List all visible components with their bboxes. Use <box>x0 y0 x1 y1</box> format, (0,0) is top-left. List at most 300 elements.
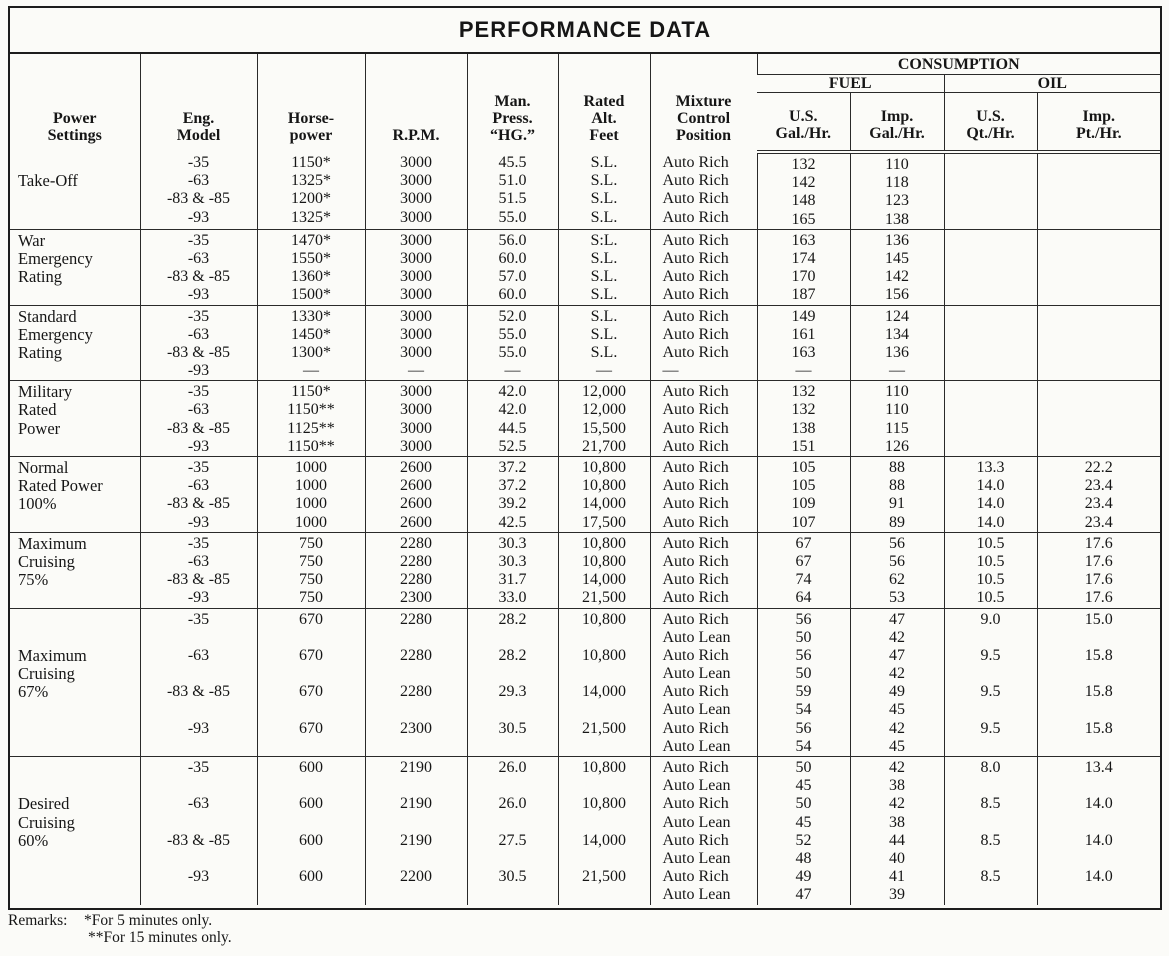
table-row <box>10 532 1160 608</box>
header-line: Settings <box>47 127 102 144</box>
cell-value: Auto Rich <box>662 477 729 495</box>
cell-value: 12,000 <box>582 383 626 401</box>
cell-value <box>945 383 1037 401</box>
mixture-cell <box>650 229 757 305</box>
cell-value: 47 <box>889 610 905 628</box>
cell-value: 21,700 <box>582 437 626 455</box>
cell-value: 10,800 <box>582 534 626 552</box>
cell-value: 23.4 <box>1084 513 1113 531</box>
cell-value: 55.0 <box>498 325 527 343</box>
cell-value: 136 <box>885 343 909 361</box>
cell-value: 15,500 <box>582 419 626 437</box>
cell-value: 156 <box>885 286 909 304</box>
cell-value: 750 <box>299 589 323 607</box>
eng-model-cell <box>140 305 257 381</box>
cell-value: 132 <box>791 401 816 419</box>
table-row <box>10 757 1160 905</box>
cell-value: 37.2 <box>498 459 527 476</box>
cell-value: 105 <box>791 459 816 476</box>
cell-value: 39 <box>889 886 905 904</box>
cell-value: Auto Rich <box>662 231 729 249</box>
cell-value: 47 <box>795 886 812 904</box>
cell-value: 9.5 <box>980 646 1001 664</box>
cell-value: Auto Rich <box>662 589 729 607</box>
cell-value: 10,800 <box>582 795 626 813</box>
cell-value: 142 <box>791 174 816 192</box>
power-setting-label: Rated Power <box>18 476 103 496</box>
power-setting-label: 67% <box>18 682 49 702</box>
header-oil: OIL <box>944 75 1160 93</box>
horsepower-cell <box>257 608 365 757</box>
cell-value: Auto Rich <box>662 307 729 325</box>
oil-us-cell <box>944 457 1037 533</box>
oil-imp-cell <box>1037 152 1160 229</box>
cell-value: 55.0 <box>498 208 527 226</box>
header-line: Model <box>176 127 221 144</box>
cell-value: Auto Rich <box>662 719 729 737</box>
cell-value: 670 <box>299 610 323 628</box>
cell-value: 126 <box>885 437 909 455</box>
cell-value: Auto Rich <box>662 419 729 437</box>
remark-5-minutes: *For 5 minutes only. <box>84 912 213 929</box>
spacer <box>945 886 1037 904</box>
rated-alt-cell <box>558 152 650 229</box>
cell-value: 163 <box>791 231 816 249</box>
cell-value: 51.0 <box>498 172 527 190</box>
table-row <box>10 457 1160 533</box>
spacer <box>258 629 365 647</box>
cell-value: 14.0 <box>1084 831 1113 849</box>
spacer <box>945 850 1037 868</box>
cell-value: Auto Rich <box>662 552 729 570</box>
spacer <box>1038 814 1161 832</box>
cell-value: -93 <box>187 513 210 531</box>
cell-value: 2280 <box>400 610 432 628</box>
cell-value: 14.0 <box>976 513 1005 531</box>
cell-value: 132 <box>791 156 816 173</box>
horsepower-cell <box>257 532 365 608</box>
header-line: Gal./Hr. <box>775 125 831 142</box>
cell-value: 9.0 <box>980 610 1001 628</box>
cell-value: 8.5 <box>980 868 1001 886</box>
spacer <box>559 701 650 719</box>
man-press-cell <box>467 532 558 608</box>
cell-value: Auto Rich <box>662 831 729 849</box>
header-line: Position <box>675 127 732 144</box>
cell-value: 1125** <box>287 419 335 437</box>
cell-value: Auto Rich <box>662 249 729 267</box>
cell-value: 2190 <box>400 759 432 776</box>
cell-value: 10,800 <box>582 610 626 628</box>
power-setting-cell <box>10 457 140 533</box>
cell-value: 14,000 <box>582 495 626 513</box>
cell-value: S.L. <box>590 268 618 286</box>
spacer <box>141 665 257 683</box>
header-horsepower <box>257 54 365 152</box>
cell-value: 56 <box>795 646 812 664</box>
mixture-cell <box>650 608 757 757</box>
power-setting-label: Maximum <box>18 533 87 553</box>
cell-value <box>1038 401 1161 419</box>
cell-value: 15.8 <box>1084 683 1113 701</box>
header-fuel-us <box>757 93 850 153</box>
mixture-cell <box>650 305 757 381</box>
cell-value: 161 <box>791 325 816 343</box>
cell-value: 110 <box>885 383 909 401</box>
cell-value: 3000 <box>400 383 432 401</box>
cell-value: 12,000 <box>582 401 626 419</box>
header-rated-alt <box>558 54 650 152</box>
cell-value: 3000 <box>400 343 432 361</box>
oil-imp-cell <box>1037 757 1160 905</box>
cell-value: 88 <box>889 477 905 495</box>
cell-value: 3000 <box>400 419 432 437</box>
spacer <box>1038 777 1161 795</box>
rpm-cell <box>365 152 467 229</box>
cell-value: 105 <box>791 477 816 495</box>
cell-value: 1150* <box>291 154 331 171</box>
cell-value: 50 <box>795 665 812 683</box>
cell-value: 2600 <box>400 459 432 476</box>
cell-value: 53 <box>889 589 905 607</box>
cell-value: -63 <box>187 325 210 343</box>
cell-value: 49 <box>795 868 812 886</box>
spacer <box>945 738 1037 756</box>
spacer <box>945 629 1037 647</box>
eng-model-cell <box>140 457 257 533</box>
oil-imp-cell <box>1037 229 1160 305</box>
cell-value: 21,500 <box>582 719 626 737</box>
cell-value: -83 & -85 <box>166 190 231 208</box>
cell-value: 56 <box>889 552 905 570</box>
spacer <box>468 850 558 868</box>
power-setting-cell <box>10 608 140 757</box>
cell-value: 48 <box>795 849 812 867</box>
power-setting-label: Take-Off <box>18 171 78 191</box>
cell-value: 600 <box>299 759 323 776</box>
spacer <box>559 886 650 904</box>
oil-imp-cell <box>1037 532 1160 608</box>
cell-value: Auto Rich <box>662 571 729 589</box>
fuel-us-cell <box>757 305 850 381</box>
cell-value <box>945 438 1037 456</box>
cell-value: 26.0 <box>498 795 527 813</box>
cell-value <box>1038 211 1161 229</box>
rated-alt-cell <box>558 457 650 533</box>
header-line: Rated <box>583 93 625 110</box>
cell-value: 14,000 <box>582 831 626 849</box>
fuel-us-cell <box>757 152 850 229</box>
header-line: power <box>289 127 333 144</box>
cell-value: 30.3 <box>498 534 527 552</box>
horsepower-cell <box>257 229 365 305</box>
cell-value: 54 <box>795 701 812 719</box>
cell-value: 1500* <box>291 286 331 304</box>
cell-value: 28.2 <box>498 610 527 628</box>
spacer <box>1038 629 1161 647</box>
spacer <box>141 629 257 647</box>
cell-value: 22.2 <box>1084 459 1113 476</box>
power-setting-label: Cruising <box>18 664 75 684</box>
eng-model-cell <box>140 757 257 905</box>
power-setting-label: Emergency <box>18 324 93 344</box>
cell-value: 38 <box>889 777 905 795</box>
cell-value <box>945 326 1037 344</box>
power-setting-cell <box>10 305 140 381</box>
spacer <box>366 665 467 683</box>
power-setting-label: Emergency <box>18 248 93 268</box>
table-row <box>10 229 1160 305</box>
cell-value: Auto Rich <box>662 325 729 343</box>
fuel-imp-cell <box>850 457 944 533</box>
cell-value: 10,800 <box>582 646 626 664</box>
cell-value: Auto Lean <box>662 737 731 755</box>
spacer <box>258 777 365 795</box>
cell-value: 123 <box>885 192 909 210</box>
power-setting-cell <box>10 381 140 457</box>
cell-value <box>945 344 1037 362</box>
cell-value: 10,800 <box>582 459 626 476</box>
header-line: Qt./Hr. <box>966 125 1015 142</box>
cell-value: -83 & -85 <box>166 495 231 513</box>
rpm-cell <box>365 229 467 305</box>
cell-value: 1450* <box>291 325 331 343</box>
cell-value: -35 <box>187 534 210 552</box>
cell-value: 67 <box>795 534 812 552</box>
cell-value: -35 <box>187 154 210 171</box>
cell-value: -35 <box>187 459 210 476</box>
cell-value: 45 <box>795 813 812 831</box>
cell-value: S:L. <box>590 231 618 249</box>
cell-value <box>1038 362 1161 380</box>
man-press-cell <box>467 381 558 457</box>
cell-value: Auto Lean <box>662 849 731 867</box>
cell-value: 132 <box>791 383 816 401</box>
horsepower-cell <box>257 152 365 229</box>
cell-value: -93 <box>187 437 210 455</box>
cell-value: 42 <box>889 719 905 737</box>
cell-value: 67 <box>795 552 812 570</box>
remarks <box>8 912 232 946</box>
oil-imp-cell <box>1037 608 1160 757</box>
cell-value: 44 <box>889 831 905 849</box>
mixture-cell <box>650 457 757 533</box>
power-setting-label: 60% <box>18 830 49 850</box>
cell-value: 47 <box>889 646 905 664</box>
cell-value: -83 & -85 <box>166 268 231 286</box>
cell-value: -83 & -85 <box>166 571 231 589</box>
header-line: Power <box>52 110 97 127</box>
power-setting-label: Rated <box>18 400 57 420</box>
header-line: Press. <box>492 110 533 127</box>
cell-value: -35 <box>187 383 210 401</box>
cell-value: 17.6 <box>1084 571 1113 589</box>
cell-value: -93 <box>187 208 210 226</box>
cell-value <box>1038 250 1161 268</box>
cell-value: 1330* <box>291 307 331 325</box>
table-row <box>10 152 1160 229</box>
cell-value: 1150** <box>287 437 335 455</box>
cell-value: -93 <box>187 589 210 607</box>
spacer <box>18 611 140 629</box>
rated-alt-cell <box>558 229 650 305</box>
power-setting-label: Cruising <box>18 812 75 832</box>
cell-value: -93 <box>187 286 210 304</box>
mixture-cell <box>650 152 757 229</box>
cell-value <box>1038 420 1161 438</box>
fuel-imp-cell <box>850 152 944 229</box>
spacer <box>258 886 365 904</box>
cell-value <box>945 268 1037 286</box>
cell-value: 60.0 <box>498 249 527 267</box>
oil-imp-cell <box>1037 381 1160 457</box>
oil-us-cell <box>944 757 1037 905</box>
cell-value: S.L. <box>590 343 618 361</box>
eng-model-cell <box>140 532 257 608</box>
cell-value: 670 <box>299 719 323 737</box>
cell-value: 2190 <box>400 795 432 813</box>
cell-value: Auto Lean <box>662 813 731 831</box>
cell-value: 170 <box>791 268 816 286</box>
spacer <box>18 154 140 172</box>
header-oil-us <box>944 93 1037 153</box>
cell-value: 54 <box>795 737 812 755</box>
rated-alt-cell <box>558 381 650 457</box>
spacer <box>258 665 365 683</box>
cell-value: 138 <box>791 419 816 437</box>
man-press-cell <box>467 757 558 905</box>
table-body <box>10 152 1160 905</box>
cell-value: 8.0 <box>980 759 1001 776</box>
man-press-cell <box>467 152 558 229</box>
cell-value: 17,500 <box>582 513 626 531</box>
cell-value: 142 <box>885 268 909 286</box>
spacer <box>258 850 365 868</box>
cell-value: 1325* <box>291 172 331 190</box>
cell-value: 15.8 <box>1084 646 1113 664</box>
cell-value: 31.7 <box>498 571 527 589</box>
cell-value: 10.5 <box>976 571 1005 589</box>
cell-value: Auto Rich <box>662 190 729 208</box>
header-line: Imp. <box>880 108 914 125</box>
power-setting-label: 100% <box>18 494 57 514</box>
cell-value <box>1038 268 1161 286</box>
cell-value <box>1038 308 1161 326</box>
remark-15-minutes: **For 15 minutes only. <box>88 929 232 946</box>
cell-value: Auto Lean <box>662 665 731 683</box>
cell-value: -83 & -85 <box>166 343 231 361</box>
fuel-imp-cell <box>850 532 944 608</box>
cell-value: Auto Rich <box>662 154 729 171</box>
header-line: U.S. <box>976 108 1005 125</box>
cell-value: 148 <box>791 192 816 210</box>
cell-value: 33.0 <box>498 589 527 607</box>
fuel-us-cell <box>757 457 850 533</box>
header-consumption: CONSUMPTION <box>757 54 1160 75</box>
spacer <box>366 814 467 832</box>
cell-value: 2280 <box>400 571 432 589</box>
header-line: Eng. <box>182 110 215 127</box>
cell-value: — <box>662 362 679 380</box>
cell-value: S.L. <box>590 208 618 226</box>
remarks-line-2 <box>8 929 232 946</box>
remarks-line-1 <box>8 912 232 929</box>
oil-imp-cell <box>1037 457 1160 533</box>
spacer <box>468 629 558 647</box>
cell-value: 52.5 <box>498 437 527 455</box>
fuel-us-cell <box>757 757 850 905</box>
cell-value: -83 & -85 <box>166 831 231 849</box>
spacer <box>18 759 140 777</box>
oil-us-cell <box>944 152 1037 229</box>
cell-value: 174 <box>791 249 816 267</box>
cell-value: 1470* <box>291 231 331 249</box>
rated-alt-cell <box>558 608 650 757</box>
cell-value: S.L. <box>590 325 618 343</box>
cell-value: Auto Rich <box>662 172 729 190</box>
cell-value: 124 <box>885 307 909 325</box>
cell-value: 45.5 <box>498 154 527 171</box>
table-row <box>10 305 1160 381</box>
cell-value: 3000 <box>400 172 432 190</box>
cell-value: -93 <box>187 868 210 886</box>
power-setting-label: War <box>18 230 46 250</box>
cell-value: -83 & -85 <box>166 683 231 701</box>
cell-value: 3000 <box>400 401 432 419</box>
header-line: “HG.” <box>490 127 535 144</box>
cell-value: 3000 <box>400 325 432 343</box>
cell-value: 2280 <box>400 683 432 701</box>
cell-value: S.L. <box>590 249 618 267</box>
spacer <box>141 777 257 795</box>
cell-value: 1550* <box>291 249 331 267</box>
cell-value <box>1038 344 1161 362</box>
power-setting-cell <box>10 152 140 229</box>
cell-value: -63 <box>187 795 210 813</box>
cell-value: — <box>303 362 319 380</box>
header-line: U.S. <box>789 108 818 125</box>
cell-value: 750 <box>299 571 323 589</box>
header-line: Mixture <box>675 93 732 110</box>
horsepower-cell <box>257 757 365 905</box>
cell-value: 670 <box>299 683 323 701</box>
cell-value: 10,800 <box>582 759 626 776</box>
cell-value: 10.5 <box>976 589 1005 607</box>
cell-value: 750 <box>299 534 323 552</box>
cell-value: 1000 <box>295 477 327 495</box>
cell-value: 1000 <box>295 513 327 531</box>
spacer <box>945 777 1037 795</box>
cell-value: Auto Lean <box>662 777 731 795</box>
cell-value: 88 <box>889 459 905 476</box>
cell-value: 600 <box>299 795 323 813</box>
cell-value: S.L. <box>590 172 618 190</box>
cell-value: 51.5 <box>498 190 527 208</box>
oil-us-cell <box>944 305 1037 381</box>
header-power-settings <box>10 54 140 152</box>
cell-value: 62 <box>889 571 905 589</box>
cell-value <box>945 211 1037 229</box>
cell-value: 2280 <box>400 552 432 570</box>
cell-value <box>945 420 1037 438</box>
power-setting-cell <box>10 229 140 305</box>
oil-imp-cell <box>1037 305 1160 381</box>
cell-value: Auto Rich <box>662 343 729 361</box>
rpm-cell <box>365 608 467 757</box>
cell-value: 9.5 <box>980 683 1001 701</box>
cell-value: 2600 <box>400 477 432 495</box>
power-setting-label: Rating <box>18 342 62 362</box>
